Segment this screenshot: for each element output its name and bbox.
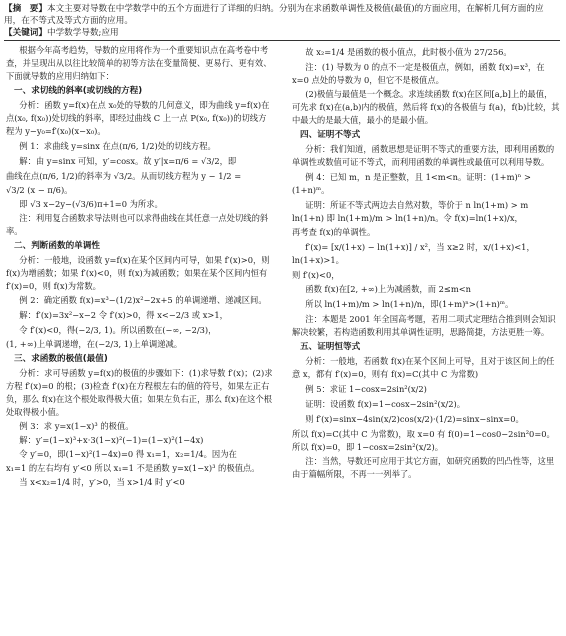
right-column <box>292 44 560 634</box>
example-5-proof-line-2: 则 f′(x)=sinx−4sin(x/2)cos(x/2)·(1/2)=sinx−sinx=0。 <box>305 414 524 424</box>
example-3-conclusion: 故 x₂=1/4 是函数的极小值点，此时极小值为 27/256。 <box>305 47 512 57</box>
example-1-solution-line-2: 曲线在点(π/6, 1/2)的斜率为 √3/2。从而切线方程为 y − 1/2 = <box>6 171 242 181</box>
keywords-paragraph <box>4 27 560 39</box>
example-4-proof-line-3: f′(x)= [x/(1+x) − ln(1+x)] / x²，当 x≥2 时，x/(1+x)<1，ln(1+x)>1。 <box>292 242 535 265</box>
example-5-proof-line-1: 证明：设函数 f(x)=1−cosx−2sin²(x/2)。 <box>305 399 466 409</box>
example-1-solution-line-1: 解：由 y=sinx 可知，y′=cosx。故 y′|x=π/6 = √3/2，即 <box>19 156 237 166</box>
section-1-note: 注：利用复合函数求导法则也可以求得曲线在其任意一点处切线的斜率。 <box>6 213 269 236</box>
example-3: 例 3：求 y=x(1−x)³ 的极值。 <box>19 421 134 431</box>
keywords-label: 【关键词】 <box>4 28 47 38</box>
section-2-analysis: 分析：一般地，设函数 y=f(x)在某个区间内可导，如果 f′(x)>0，则 f(x)为增函数；如果 f′(x)<0，则 f(x)为减函数；如果在某个区间内恒有 f′(x)=0，则 f(x)为常数。 <box>6 255 270 291</box>
example-4-proof-line-5: 函数 f(x)在[2, +∞)上为减函数，而 2≤m<n <box>305 284 472 294</box>
example-3-solution-line-2: 令 y′=0，即(1−x)²(1−4x)=0 得 x₁=1，x₂=1/4。因为在 <box>19 449 237 459</box>
abstract-text: 本文主要对导数在中学数学中的五个方面进行了详细的归纳。分别为在求函数单调性及极值(最值)的方面应用，在解析几何方面的应用，在不等式及等式方面的应用。 <box>4 4 544 26</box>
abstract-block <box>4 3 560 39</box>
example-4-proof-line-6: 所以 ln(1+m)/m > ln(1+n)/n，即(1+m)ⁿ>(1+n)ᵐ。 <box>305 299 514 309</box>
header-divider <box>4 40 560 41</box>
example-5: 例 5：求证 1−cosx=2sin²(x/2) <box>305 384 427 394</box>
example-2-solution-line-3: (1, +∞)上单调递增，在(−2/3, 1)上单调递减。 <box>6 339 183 349</box>
example-4-note: 注：本题是 2001 年全国高考题，若用二项式定理结合推到则会知识解决较繁，若构造函数利用其单调性证明，思路简捷，方法更胜一筹。 <box>292 314 556 337</box>
keywords-text: 中学数学导数;应用 <box>46 28 119 38</box>
section-4-analysis: 分析：我们知道，函数思想是证明不等式的重要方法，即利用函数的单调性或数值可证不等式，而利用函数的单调性或最值可以利用导数。 <box>292 144 555 167</box>
intro-paragraph: 根据今年高考趋势，导数的应用将作为一个重要知识点在高考卷中考查，并呈现出从以往比较简单的初等方法在变量简便、更易行、更有效、下面就导数的应用归纳如下： <box>6 45 272 81</box>
example-2: 例 2：确定函数 f(x)=x³−(1/2)x²−2x+5 的单调递增、递减区间。 <box>19 295 267 305</box>
example-5-proof-line-3: 所以 f(x)=C(其中 C 为常数)，取 x=0 有 f(0)=1−cos0−2sin²0=0。所以 f(x)=0，即 1−cosx=2sin²(x/2)。 <box>292 429 555 452</box>
final-note: 注：当然，导数还可应用于其它方面，如研究函数的凹凸性等，这里由于篇幅所限，不再一一列举了。 <box>292 456 555 479</box>
section-4-title: 四、证明不等式 <box>300 130 361 140</box>
example-4-proof-line-2: 再考查 f(x)的单调性。 <box>292 227 376 237</box>
abstract-paragraph <box>4 3 560 27</box>
example-1-solution-line-4: 即 √3 x−2y−(√3/6)π+1=0 为所求。 <box>19 199 163 209</box>
section-2-title: 二、判断函数的单调性 <box>14 241 100 251</box>
section-5-title: 五、证明恒等式 <box>300 342 361 352</box>
section-3-title: 三、求函数的极值(最值) <box>14 354 108 364</box>
example-2-solution-line-2: 令 f′(x)<0，得(−2/3, 1)。所以函数在(−∞, −2/3)， <box>19 325 217 335</box>
extremum-note-1: 注：(1) 导数为 0 的点不一定是极值点，例如，函数 f(x)=x³，在 x=0 点处的导数为 0，但它不是极值点。 <box>292 62 545 85</box>
example-4-proof-line-4: 则 f′(x)<0， <box>292 270 340 280</box>
example-3-solution-line-3: x₁=1 的左右均有 y′<0 所以 x₁=1 不是函数 y=x(1−x)³ 的极值点。 <box>6 463 260 473</box>
section-1-title: 一、求切线的斜率(或切线的方程) <box>14 86 143 96</box>
abstract-label: 【摘 要】 <box>4 4 47 14</box>
left-column <box>6 44 274 634</box>
example-2-solution-line-1: 解：f′(x)=3x²−x−2 令 f′(x)>0，得 x<−2/3 或 x>1， <box>19 310 228 320</box>
section-3-analysis: 分析：求可导函数 y=f(x)的极值的步骤如下：(1)求导数 f′(x)；(2)求方程 f′(x)=0 的根；(3)检查 f′(x)在方程根左右的值的符号，如果左正右负，那么 f(x)在这个根处取得极大值；如果左负右正，那么 f(x)在这个根处取得极小值。 <box>6 368 273 417</box>
example-4: 例 4：已知 m，n 是正整数，且 1<m<n。证明：(1+m)ⁿ > (1+n)ᵐ。 <box>292 172 531 195</box>
section-1-analysis: 分析：函数 y=f(x)在点 x₀处的导数的几何意义，即为曲线 y=f(x)在点(x₀, f(x₀))处切线的斜率，即经过曲线 C 上一点 P(x₀, f(x₀))的切线方程为 y−y₀=f′(x₀)(x−x₀)。 <box>6 100 270 136</box>
example-3-solution-line-1: 解：y′=(1−x)³+x·3(1−x)²(−1)=(1−x)²(1−4x) <box>19 435 204 445</box>
example-1-solution-line-3: √3/2 (x − π/6)。 <box>6 185 73 195</box>
extremum-note-2: (2)极值与最值是一个概念。求连续函数 f(x)在区间[a,b]上的最值，可先求 f(x)在(a,b)内的极值，然后将 f(x)的各极值与 f(a)，f(b)比较，其中最大的是最大值，最小的是最小值。 <box>292 89 560 125</box>
example-4-proof-line-1: 证明：所证不等式两边去自然对数，等价于 n ln(1+m) > m ln(1+n) 即 ln(1+m)/m > ln(1+n)/n。令 f(x)=ln(1+x)/x， <box>292 200 529 223</box>
section-5-analysis: 分析：一般地，若函数 f(x)在某个区间上可导，且对于该区间上的任意 x，都有 f′(x)=0，则有 f(x)=C(其中 C 为常数) <box>292 356 555 379</box>
example-3-solution-line-4: 当 x<x₂=1/4 时，y′>0，当 x>1/4 时 y′<0 <box>19 477 185 487</box>
example-1: 例 1：求曲线 y=sinx 在点(π/6, 1/2)处的切线方程。 <box>19 141 216 151</box>
